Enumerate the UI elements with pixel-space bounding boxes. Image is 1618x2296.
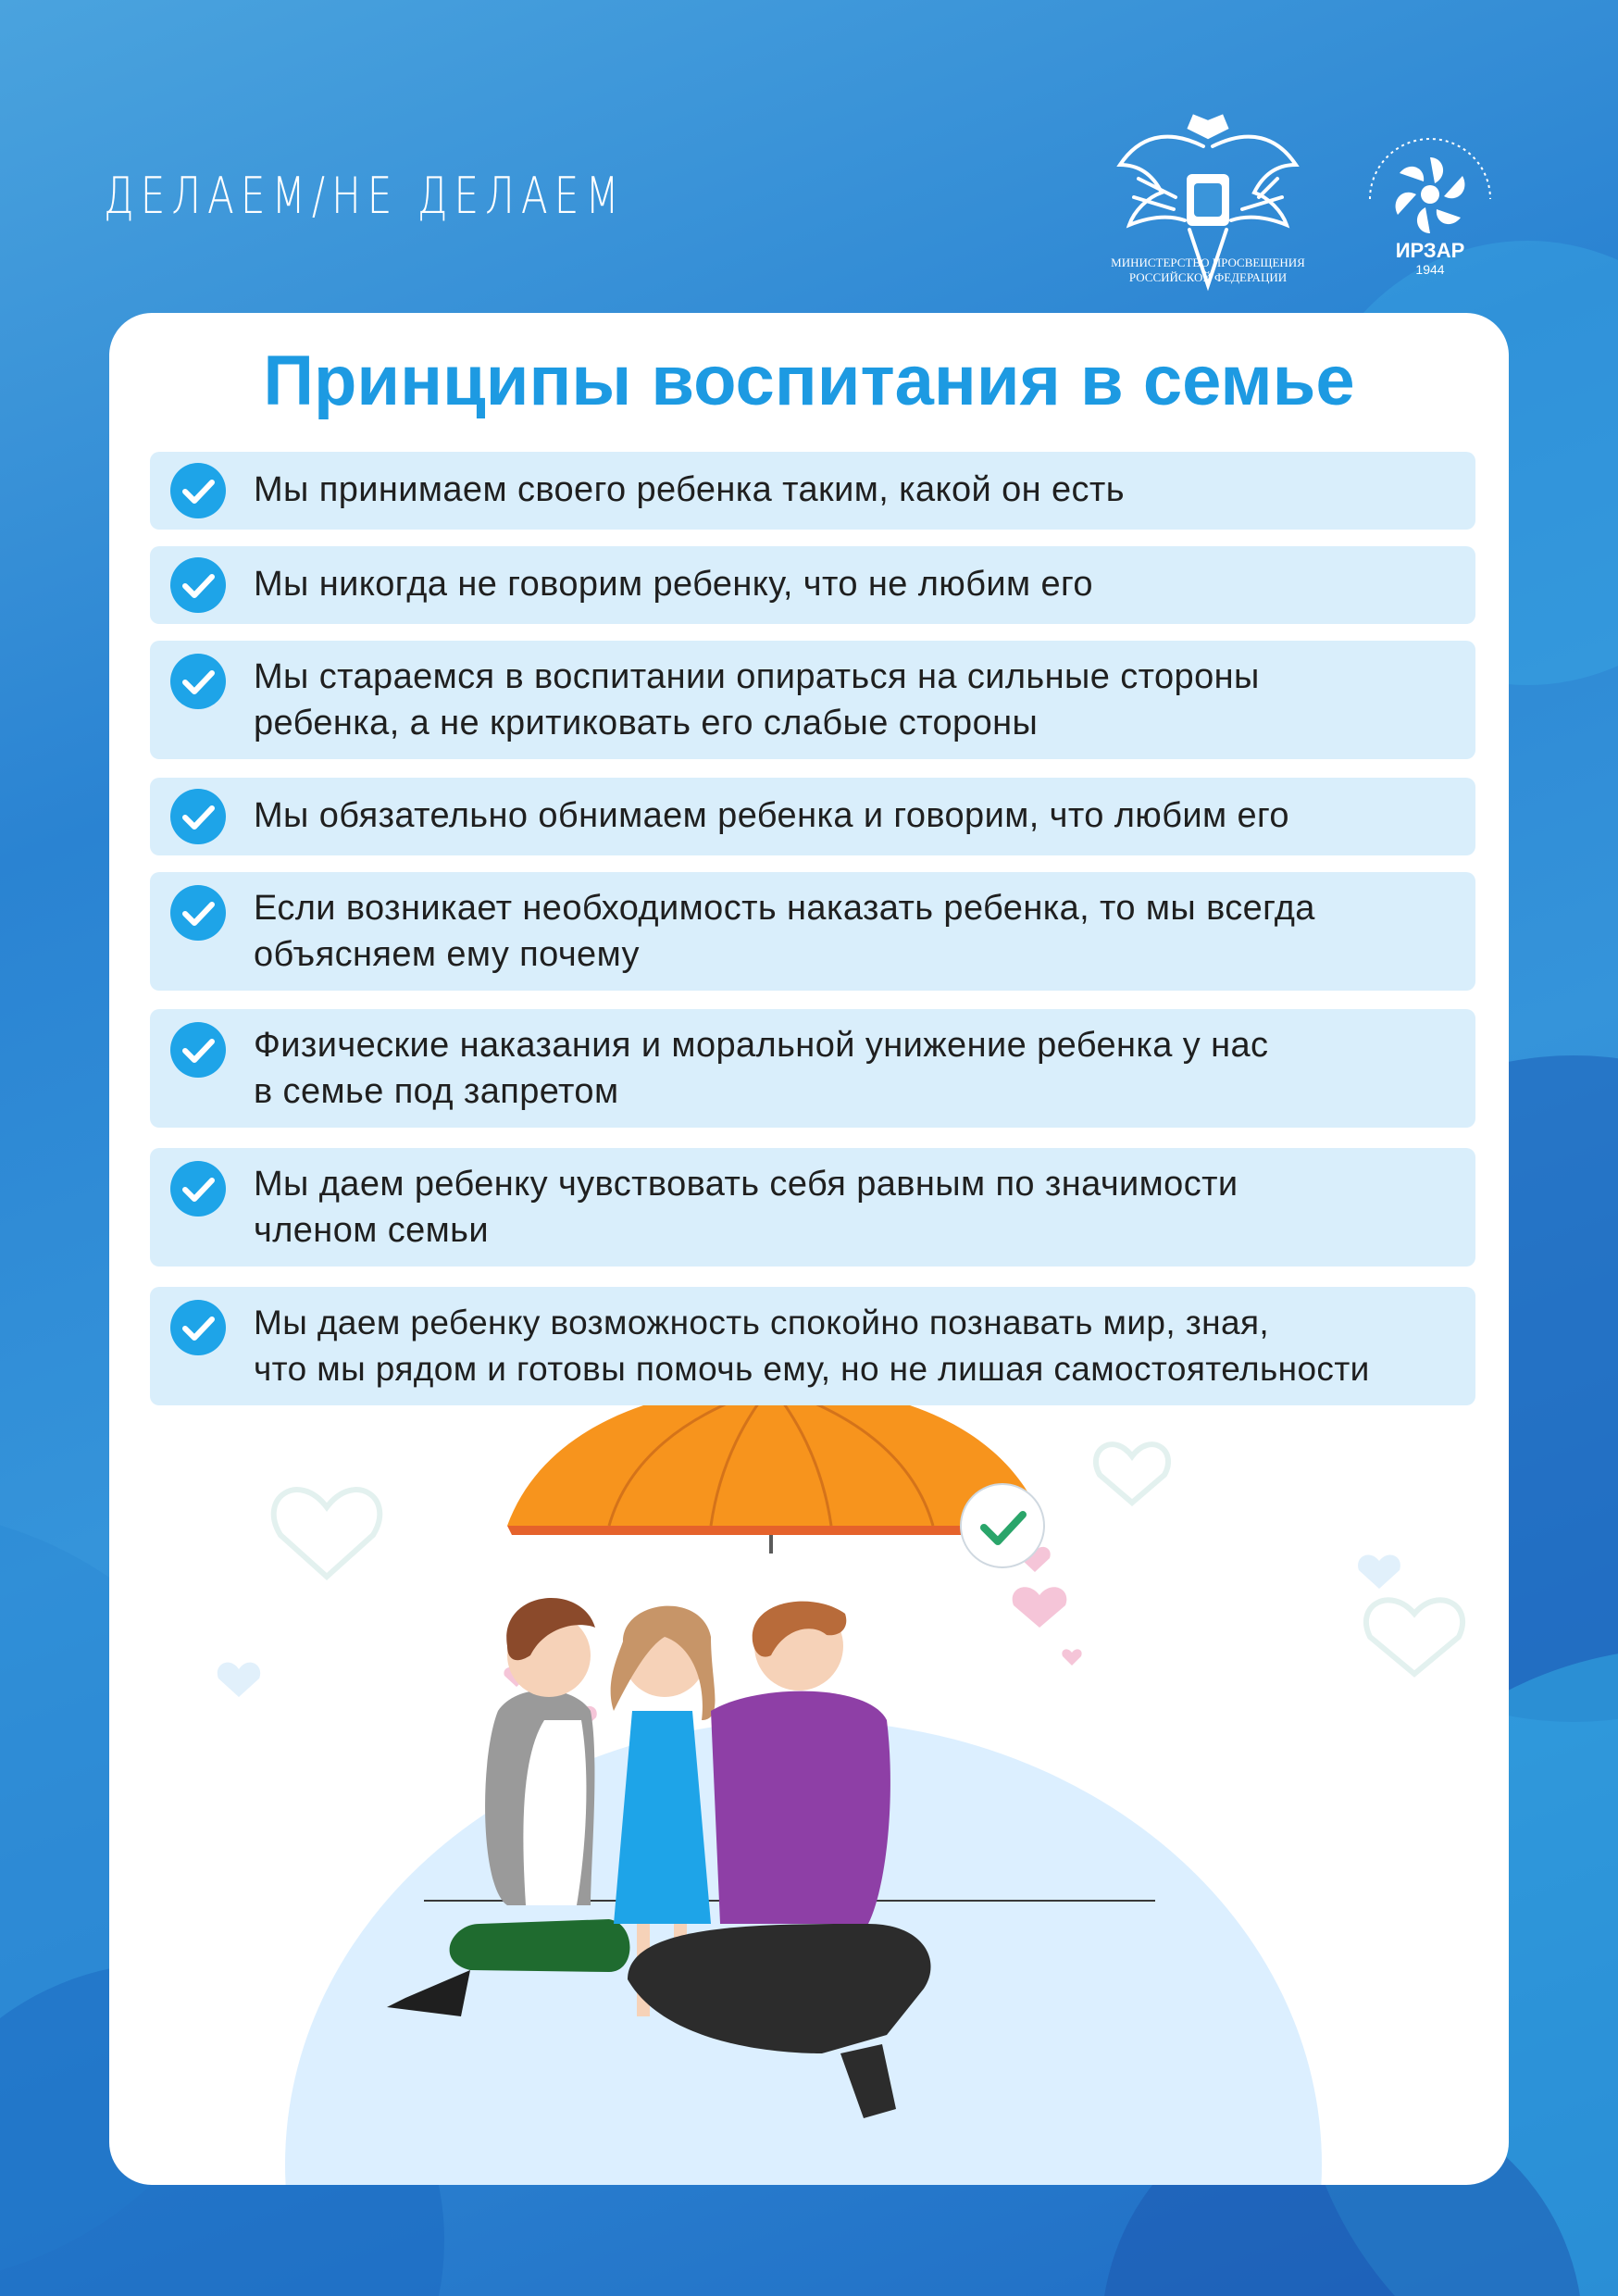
principle-item — [150, 1009, 1475, 1128]
principle-item — [150, 778, 1475, 855]
principle-line: Мы даем ребенку чувствовать себя равным по значимости — [254, 1165, 1238, 1204]
principle-line: в семье под запретом — [254, 1072, 619, 1111]
principle-text — [254, 561, 1457, 607]
check-circle-icon — [170, 1300, 226, 1355]
principle-text — [254, 792, 1457, 839]
irzar-logo-year: 1944 — [1415, 262, 1445, 277]
principle-item — [150, 641, 1475, 759]
principle-item — [150, 452, 1475, 530]
principle-text — [254, 1161, 1457, 1254]
principle-text — [254, 885, 1457, 978]
principle-text — [254, 467, 1457, 513]
principle-line: объясняем ему почему — [254, 935, 640, 974]
principle-text — [254, 654, 1457, 746]
principle-line: Мы обязательно обнимаем ребенка и говорим, что любим его — [254, 796, 1289, 835]
principles-card — [109, 313, 1509, 2185]
header-title: ДЕЛАЕМ/НЕ ДЕЛАЕМ — [104, 167, 626, 225]
card-title: Принципы воспитания в семье — [263, 342, 1355, 420]
principle-line: Мы никогда не говорим ребенку, что не любим его — [254, 565, 1093, 604]
check-circle-icon — [170, 1161, 226, 1217]
check-circle-icon — [170, 557, 226, 613]
principle-line: что мы рядом и готовы помочь ему, но не лишая самостоятельности — [254, 1350, 1370, 1388]
ministry-logo-caption: МИНИСТЕРСТВО ПРОСВЕЩЕНИЯ РОССИЙСКОЙ ФЕДЕРАЦИИ — [1111, 256, 1305, 284]
principle-text — [254, 1300, 1457, 1392]
principle-line: Мы принимаем своего ребенка таким, какой он есть — [254, 470, 1125, 509]
principle-line: членом семьи — [254, 1211, 489, 1250]
principle-item — [150, 546, 1475, 624]
principle-line: Физические наказания и моральной унижение ребенка у нас — [254, 1026, 1269, 1065]
principle-line: ребенка, а не критиковать его слабые стороны — [254, 704, 1039, 742]
check-circle-icon — [170, 789, 226, 844]
principle-item — [150, 1148, 1475, 1267]
irzar-logo — [1342, 111, 1518, 287]
irzar-logo-name: ИРЗАР — [1395, 239, 1465, 262]
principle-line: Мы даем ребенку возможность спокойно познавать мир, зная, — [254, 1304, 1270, 1341]
check-circle-icon — [170, 885, 226, 941]
check-circle-icon — [170, 463, 226, 518]
check-circle-icon — [170, 654, 226, 709]
check-circle-icon — [170, 1022, 226, 1078]
principle-line: Мы стараемся в воспитании опираться на сильные стороны — [254, 657, 1260, 696]
principle-item — [150, 1287, 1475, 1405]
family-under-umbrella-illustration — [109, 1405, 1509, 2185]
principle-text — [254, 1022, 1457, 1115]
principle-item — [150, 872, 1475, 991]
principle-line: Если возникает необходимость наказать ребенка, то мы всегда — [254, 889, 1315, 928]
